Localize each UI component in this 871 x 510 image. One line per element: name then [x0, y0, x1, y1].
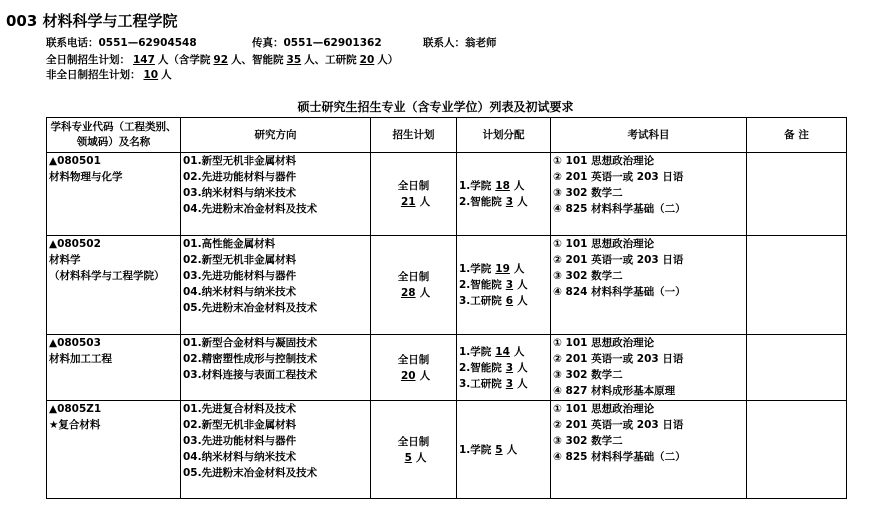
alloc-value: 3 [505, 361, 514, 374]
exam-item: ① 101 思想政治理论 [553, 337, 655, 349]
quota-unit: 人 [419, 287, 431, 299]
direction-item: 02.新型无机非金属材料 [183, 254, 297, 266]
phone-number: 0551—62904548 [98, 37, 197, 49]
fulltime-text-2: 人、智能院 [231, 54, 284, 66]
exam-item: ① 101 思想政治理论 [553, 403, 655, 415]
directions-cell [181, 401, 371, 499]
direction-item: 04.纳米材料与纳米技术 [183, 451, 297, 463]
exam-item: ② 201 英语一或 203 日语 [553, 254, 684, 266]
exams-cell [551, 236, 747, 335]
alloc-value: 19 [495, 263, 510, 275]
table-title: 硕士研究生招生专业（含专业学位）列表及初试要求 [297, 100, 574, 114]
alloc-label: 3.工研院 [459, 377, 502, 390]
table-row [47, 335, 847, 401]
contact-person: 翁老师 [464, 37, 497, 49]
quota-cell [371, 236, 457, 335]
quota-unit: 人 [419, 369, 431, 382]
direction-item: 01.先进复合材料及技术 [183, 403, 297, 415]
quota-type: 全日制 [397, 180, 430, 192]
alloc-value: 14 [495, 345, 510, 358]
program-name-note: （材料科学与工程学院） [49, 270, 165, 282]
alloc-unit: 人 [513, 345, 525, 358]
exam-item: ③ 302 数学二 [553, 270, 623, 282]
directions-cell [181, 236, 371, 335]
direction-item: 02.精密塑性成形与控制技术 [183, 353, 318, 365]
table-header-row [47, 118, 847, 153]
alloc-value: 3 [505, 196, 514, 208]
program-name: ★复合材料 [49, 419, 101, 431]
quota-unit: 人 [415, 451, 427, 464]
program-table [46, 117, 847, 499]
fax-label: 传真： [251, 37, 284, 49]
table-row [47, 401, 847, 499]
exam-item: ④ 827 材料成形基本原理 [553, 385, 676, 397]
fulltime-plan-line [46, 52, 398, 67]
remarks-cell [747, 401, 847, 499]
program-code: ▲0805Z1 [49, 403, 102, 415]
parttime-total: 10 [143, 69, 159, 81]
alloc-value: 18 [495, 180, 510, 192]
phone-label: 联系电话： [46, 37, 99, 49]
program-code: ▲080503 [49, 337, 101, 349]
direction-item: 04.先进粉末冶金材料及技术 [183, 203, 318, 215]
remarks-cell [747, 335, 847, 401]
exam-item: ② 201 英语一或 203 日语 [553, 353, 684, 365]
quota-value: 20 [400, 369, 416, 382]
direction-item: 01.新型合金材料与凝固技术 [183, 337, 318, 349]
fulltime-eng: 20 [359, 54, 375, 66]
direction-item: 01.高性能金属材料 [183, 238, 276, 250]
parttime-plan-label: 非全日制招生计划： [46, 69, 141, 81]
exam-item: ② 201 英语一或 203 日语 [553, 171, 684, 183]
alloc-unit: 人 [513, 180, 525, 192]
fulltime-college: 92 [213, 54, 229, 66]
direction-item: 02.先进功能材料与器件 [183, 171, 297, 183]
alloc-unit: 人 [517, 279, 528, 291]
exam-item: ④ 825 材料科学基础（二） [553, 203, 686, 215]
program-name: 材料加工工程 [49, 353, 112, 365]
direction-item: 03.纳米材料与纳米技术 [183, 187, 297, 199]
quota-type: 全日制 [397, 353, 430, 366]
quota-cell [371, 401, 457, 499]
quota-cell [371, 153, 457, 236]
exam-item: ② 201 英语一或 203 日语 [553, 419, 684, 431]
direction-item: 05.先进粉末冶金材料及技术 [183, 467, 318, 479]
direction-item: 04.纳米材料与纳米技术 [183, 286, 297, 298]
quota-value: 21 [400, 196, 416, 208]
header-quota: 招生计划 [371, 118, 457, 153]
alloc-value: 3 [505, 279, 514, 291]
page-title: 003 材料科学与工程学院 [6, 12, 178, 30]
exams-cell [551, 401, 747, 499]
exam-item: ③ 302 数学二 [553, 435, 623, 447]
program-name: 材料物理与化学 [49, 171, 123, 183]
exams-cell [551, 153, 747, 236]
remarks-cell [747, 236, 847, 335]
program-cell [47, 153, 181, 236]
header-exams: 考试科目 [551, 118, 747, 153]
header-direction: 研究方向 [181, 118, 371, 153]
alloc-value: 3 [505, 377, 514, 390]
remarks-cell [747, 153, 847, 236]
allocation-cell [457, 401, 551, 499]
parttime-plan-line [46, 67, 172, 82]
directions-cell [181, 153, 371, 236]
header-allocation: 计划分配 [457, 118, 551, 153]
exams-cell [551, 335, 747, 401]
alloc-label: 1.学院 [459, 443, 492, 456]
header-code: 学科专业代码（工程类别、领域码）及名称 [47, 118, 181, 153]
exam-item: ① 101 思想政治理论 [553, 155, 655, 167]
alloc-unit: 人 [517, 377, 528, 390]
program-cell [47, 401, 181, 499]
direction-item: 02.新型无机非金属材料 [183, 419, 297, 431]
alloc-unit: 人 [513, 263, 525, 275]
alloc-unit: 人 [517, 361, 528, 374]
alloc-unit: 人 [517, 196, 528, 208]
exam-item: ④ 825 材料科学基础（二） [553, 451, 686, 463]
program-cell [47, 236, 181, 335]
alloc-label: 1.学院 [459, 263, 492, 275]
program-code: ▲080502 [49, 238, 101, 250]
parttime-unit: 人 [161, 69, 172, 81]
header-remarks: 备 注 [747, 118, 847, 153]
table-row [47, 153, 847, 236]
exam-item: ④ 824 材料科学基础（一） [553, 286, 686, 298]
quota-unit: 人 [419, 196, 431, 208]
allocation-cell [457, 236, 551, 335]
contact-line [46, 35, 496, 50]
direction-item: 05.先进粉末冶金材料及技术 [183, 302, 318, 314]
directions-cell [181, 335, 371, 401]
alloc-label: 1.学院 [459, 180, 492, 192]
allocation-cell [457, 335, 551, 401]
alloc-label: 2.智能院 [459, 361, 502, 374]
exam-item: ① 101 思想政治理论 [553, 238, 655, 250]
quota-type: 全日制 [397, 271, 430, 283]
fulltime-total: 147 [133, 54, 155, 66]
alloc-label: 3.工研院 [459, 295, 502, 307]
alloc-unit: 人 [506, 443, 518, 456]
alloc-label: 2.智能院 [459, 196, 502, 208]
fax-number: 0551—62901362 [283, 37, 382, 49]
program-name: 材料学 [49, 254, 81, 266]
program-code: ▲080501 [49, 155, 101, 167]
quota-value: 28 [400, 287, 416, 299]
fulltime-plan-label: 全日制招生计划： [46, 54, 130, 66]
alloc-unit: 人 [517, 295, 528, 307]
contact-label: 联系人： [422, 37, 465, 49]
alloc-value: 5 [495, 443, 503, 456]
direction-item: 03.先进功能材料与器件 [183, 270, 297, 282]
quota-cell [371, 335, 457, 401]
direction-item: 03.材料连接与表面工程技术 [183, 369, 318, 381]
direction-item: 03.先进功能材料与器件 [183, 435, 297, 447]
alloc-value: 6 [505, 295, 514, 307]
exam-item: ③ 302 数学二 [553, 369, 623, 381]
exam-item: ③ 302 数学二 [553, 187, 623, 199]
fulltime-text-3: 人、工研院 [304, 54, 357, 66]
quota-value: 5 [404, 451, 412, 464]
alloc-label: 1.学院 [459, 345, 492, 358]
table-row [47, 236, 847, 335]
fulltime-intel: 35 [286, 54, 302, 66]
program-cell [47, 335, 181, 401]
quota-type: 全日制 [397, 435, 430, 448]
direction-item: 01.新型无机非金属材料 [183, 155, 297, 167]
alloc-label: 2.智能院 [459, 279, 502, 291]
fulltime-text-4: 人） [377, 54, 399, 66]
allocation-cell [457, 153, 551, 236]
fulltime-text-1: 人（含学院 [157, 54, 211, 66]
